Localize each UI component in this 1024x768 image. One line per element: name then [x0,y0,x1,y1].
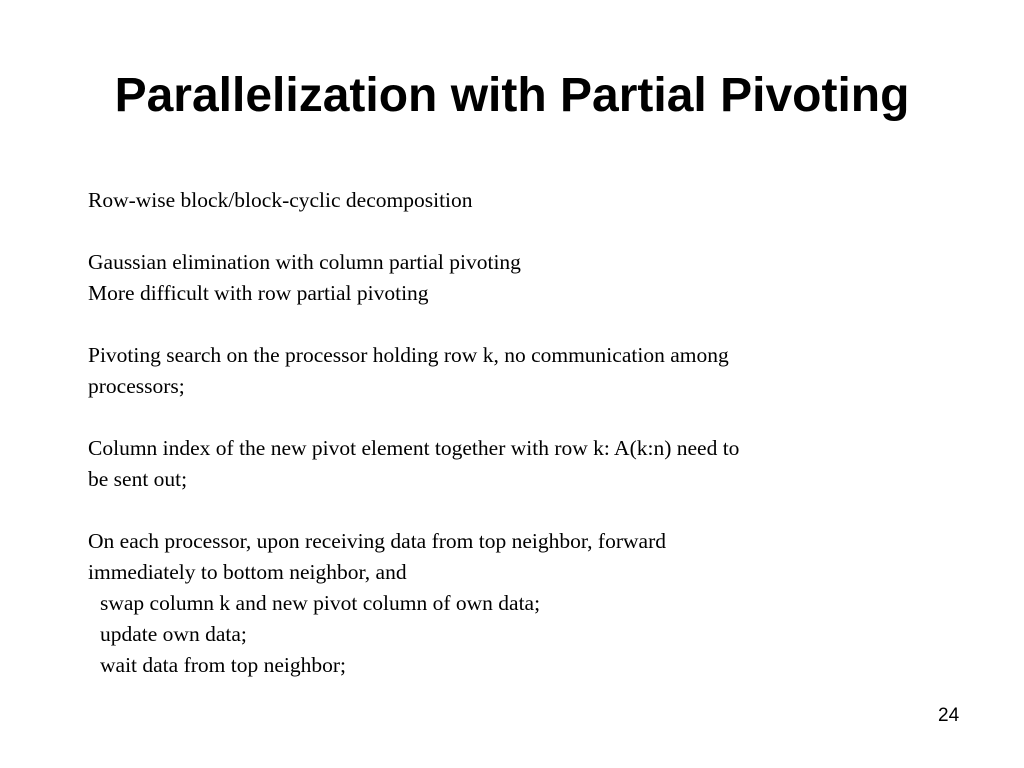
body-line-blank [88,402,888,433]
slide-title: Parallelization with Partial Pivoting [114,69,910,122]
body-line-blank [88,216,888,247]
body-line-decomposition: Row-wise block/block-cyclic decomposition [88,188,473,212]
body-line-row-pivoting: More difficult with row partial pivoting [88,281,429,305]
body-line-blank [88,495,888,526]
body-line-update-step: update own data; [100,622,247,646]
body-line-pivot-search: Pivoting search on the processor holding row k, no communication among [88,343,729,367]
body-line-each-processor: On each processor, upon receiving data from top neighbor, forward [88,529,666,553]
body-line-column-pivoting: Gaussian elimination with column partial pivoting [88,250,521,274]
body-line-each-processor-cont: immediately to bottom neighbor, and [88,560,407,584]
body-line-column-index-cont: be sent out; [88,467,188,491]
body-line-wait-step: wait data from top neighbor; [100,653,346,677]
body-line-column-index: Column index of the new pivot element together with row k: A(k:n) need to [88,436,740,460]
body-line-pivot-search-cont: processors; [88,374,185,398]
body-line-blank [88,309,888,340]
body-line-swap-step: swap column k and new pivot column of own data; [100,591,541,615]
page-number: 24 [938,705,960,726]
slide-body [88,185,888,681]
